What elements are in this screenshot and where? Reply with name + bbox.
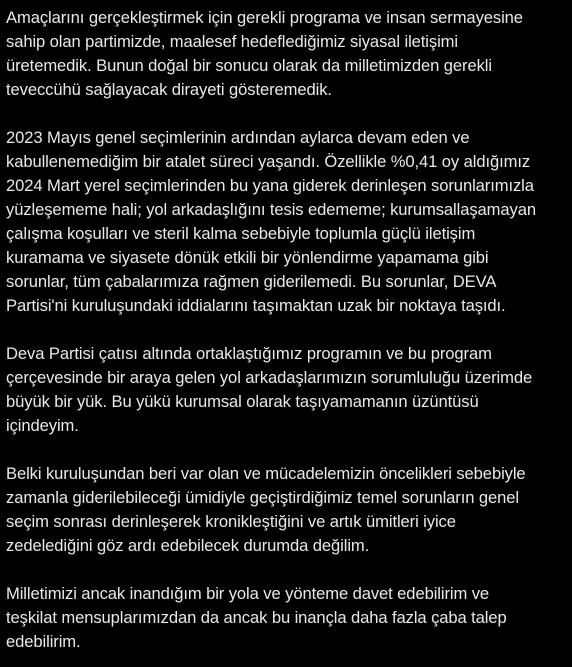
post-paragraph-5: Milletimizi ancak inandığım bir yola ve yönteme davet edebilirim ve teşkilat mensuplarımızdan da ancak bu inançla daha fazla çaba talep edebilirim. — [6, 584, 507, 651]
post-paragraph-3: Deva Partisi çatısı altında ortaklaştığımız programın ve bu program çerçevesinde bir araya gelen yol arkadaşlarımızın sorumluluğu üzerimde büyük bir yük. Bu yükü kurumsal olarak taşıyamamanın üzüntüsü içindeyim. — [6, 344, 533, 435]
post-paragraph-2: 2023 Mayıs genel seçimlerinin ardından aylarca devam eden ve kabullenemediğim bir atalet süreci yaşandı. Özellikle %0,41 oy aldığımız 2024 Mart yerel seçimlerinden bu yana giderek derinleşen sorunlarımızla yüzleşememe hali; yol arkadaşlığını tesis edememe; kurumsallaşamayan çalışma koşulları ve steril kalma sebebiyle toplumla güçlü iletişim kuramama ve siyasete dönük etkili bir yönlendirme yapamama gibi sorunlar, tüm çabalarımıza rağmen giderilemedi. Bu sorunlar, DEVA Partisi'ni kuruluşundaki iddialarını taşımaktan uzak bir noktaya taşıdı. — [6, 128, 536, 315]
post-paragraph-1: Amaçlarını gerçekleştirmek için gerekli programa ve insan sermayesine sahip olan partimizde, maalesef hedeflediğimiz siyasal iletişimi üretemedik. Bunun doğal bir sonucu olarak da milletimizden gerekli teveccühü sağlayacak dirayeti gösteremedik. — [6, 8, 523, 99]
post-paragraph-4: Belki kuruluşundan beri var olan ve mücadelemizin öncelikleri sebebiyle zamanla giderilebileceği ümidiyle geçiştirdiğimiz temel sorunların genel seçim sonrası derinleşerek kronikleştiğini ve artık ümitleri iyice zedelediğini göz ardı edebilecek durumda değilim. — [6, 464, 526, 555]
